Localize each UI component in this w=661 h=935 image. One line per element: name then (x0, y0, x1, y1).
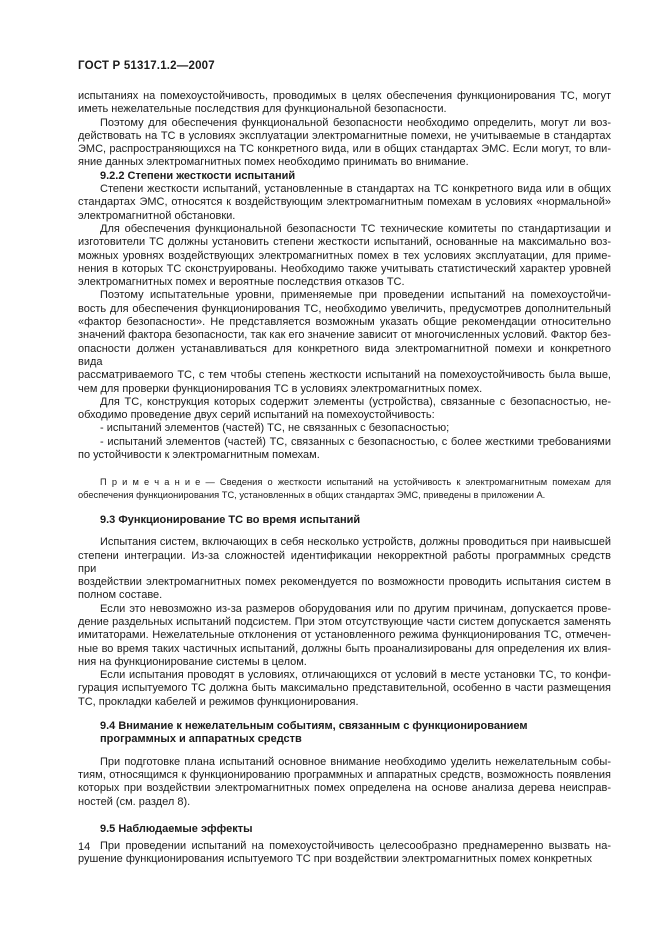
text-line: действовать на ТС в условиях эксплуатации электромагнитные помехи, не учитываемые в стандартах (78, 129, 611, 142)
text-line: ностей (см. раздел 8). (78, 795, 191, 808)
text-line: 9.4 Внимание к нежелательным событиям, связанным с функционированием (100, 720, 528, 733)
text-line: опасности должен устанавливаться для конкретного вида электромагнитной помехи и конкретного вида (78, 342, 611, 368)
text-line: чем для проверки функционирования ТС в условиях электромагнитных помех. (78, 382, 483, 395)
text-line: полном составе. (78, 589, 163, 602)
text-line: - испытаний элементов (частей) ТС, не связанных с безопасностью; (100, 422, 450, 435)
text-line: обходимо проведение двух серий испытаний на помехоустойчивость: (78, 409, 435, 422)
text-line: по устойчивости к электромагнитным помехам. (78, 449, 320, 462)
text-line: ные во время таких частичных испытаний, должны быть проанализированы для определения их влия- (78, 642, 611, 655)
text-line: тиям, относящимся к функционированию программных и аппаратных средств, возможность появления (78, 768, 611, 781)
text-line: вость для обеспечения функционирования ТС, необходимо увеличить, предусмотрев дополнительный (78, 302, 611, 315)
text-line: 9.5 Наблюдаемые эффекты (100, 822, 253, 835)
heading-9-4 (78, 720, 611, 747)
text-line: 9.2.2 Степени жесткости испытаний (100, 169, 296, 182)
text-line: Испытания систем, включающих в себя несколько устройств, должны проводиться при наивысшей (100, 536, 611, 549)
text-line: испытаниях на помехоустойчивость, проводимых в целях обеспечения функционирования ТС, могут (78, 90, 611, 102)
text-line: Если испытания проводят в условиях, отличающихся от условий в месте установки ТС, то конфи- (100, 669, 611, 682)
text-line: которых при воздействии электромагнитных помех определена на основе анализа дерева неисправ- (78, 782, 611, 795)
text-line: программных и аппаратных средств (100, 733, 302, 746)
text-line: Поэтому испытательные уровни, применяемые при проведении испытаний на помехоустойчи- (100, 289, 611, 302)
text-line: степени интеграции. Из-за сложностей идентификации некорректной работы программных средств при (78, 549, 611, 575)
paragraph (78, 669, 611, 709)
text-line: гурация испытуемого ТС должна быть максимально представительной, особенно в части размещения (78, 682, 611, 695)
text-line: воздействии электромагнитных помех рекомендуется по возможности проводить испытания систем в (78, 576, 611, 589)
text-line: яние данных электромагнитных помех необходимо принимать во внимание. (78, 156, 469, 169)
paragraph (78, 840, 611, 867)
paragraph (78, 536, 611, 602)
text-line: изготовители ТС должны установить степени жесткости испытаний, основанные на максимально воз- (78, 236, 611, 249)
paragraph (78, 396, 611, 423)
text-line: значений фактора безопасности, так как его значение зависит от многочисленных условий. Фактор без- (78, 329, 611, 342)
text-line: Для обеспечения функциональной безопасности ТС технические комитеты по стандартизации и (100, 222, 611, 235)
document-standard-code: ГОСТ Р 51317.1.2—2007 (78, 60, 215, 72)
text-line: Для ТС, конструкция которых содержит элементы (устройства), связанные с безопасностью, не- (100, 395, 611, 408)
text-line: стандартах ЭМС, относятся к воздействующим электромагнитным помехам в условиях «нормальной» (78, 196, 611, 209)
text-line: дение раздельных испытаний подсистем. При этом отсутствующие части систем допускается заменять (78, 615, 611, 628)
text-line: нения в которых ТС сконструированы. Необходимо также учитывать статистический характер уровней (78, 262, 611, 275)
text-line: имитаторами. Нежелательные отклонения от установленного режима функционирования ТС, отмечен- (78, 629, 611, 642)
text-line: рушение функционирования испытуемого ТС при воздействии электромагнитных помех конкретных (78, 853, 592, 866)
text-line: обеспечения функционирования ТС, установленных в общих стандартах ЭМС, приведены в приложении А. (78, 489, 546, 500)
text-line: П р и м е ч а н и е — Сведения о жесткости испытаний на устойчивость к электромагнитным помехам для (100, 477, 611, 488)
text-line: электромагнитных помех и вероятные последствия отказов ТС. (78, 276, 405, 289)
text-line: «фактор безопасности». Не представляется возможным указать общие рекомендации относительно (78, 316, 611, 329)
heading-9-5 (78, 823, 611, 836)
text-line: иметь нежелательные последствия для функциональной безопасности. (78, 103, 447, 116)
list-item (78, 436, 611, 463)
text-line: ЭМС, распространяющихся на ТС конкретного вида, или в общих стандартах ЭМС. Если могут, то вли- (78, 143, 611, 156)
note (78, 476, 611, 501)
text-line: ния на функционирование системы в целом. (78, 655, 307, 668)
text-line: можных уровнях воздействующих электромагнитных помех в тех условиях эксплуатации, для приме- (78, 249, 611, 262)
paragraph-continuation (78, 90, 611, 117)
text-line: ТС, прокладки кабелей и режимов функционирования. (78, 695, 359, 708)
text-line: Если это невозможно из-за размеров оборудования или по другим причинам, допускается прове- (100, 602, 611, 615)
text-line: При подготовке плана испытаний основное внимание необходимо уделить нежелательным собы- (100, 755, 611, 768)
text-line: - испытаний элементов (частей) ТС, связанных с безопасностью, с более жесткими требованиями (100, 435, 611, 448)
paragraph (78, 756, 611, 809)
paragraph (78, 117, 611, 170)
heading-9-2-2 (78, 170, 611, 183)
text-line: рассматриваемого ТС, с тем чтобы степень жесткости испытаний на помехоустойчивость была выше, (78, 369, 611, 382)
paragraph (78, 603, 611, 669)
text-line: Поэтому для обеспечения функциональной безопасности необходимо определить, могут ли воз- (100, 116, 611, 129)
paragraph (78, 289, 611, 395)
document-body (78, 90, 611, 867)
text-line: 9.3 Функционирование ТС во время испытаний (100, 513, 361, 526)
paragraph (78, 183, 611, 223)
paragraph (78, 223, 611, 289)
text-line: Степени жесткости испытаний, установленные в стандартах на ТС конкретного вида или в общих (100, 183, 611, 196)
heading-9-3 (78, 514, 611, 527)
page-number: 14 (78, 841, 91, 853)
list-item (78, 422, 611, 435)
text-line: При проведении испытаний на помехоустойчивость целесообразно преднамеренно вызвать на- (100, 840, 611, 853)
text-line: электромагнитной обстановки. (78, 209, 236, 222)
